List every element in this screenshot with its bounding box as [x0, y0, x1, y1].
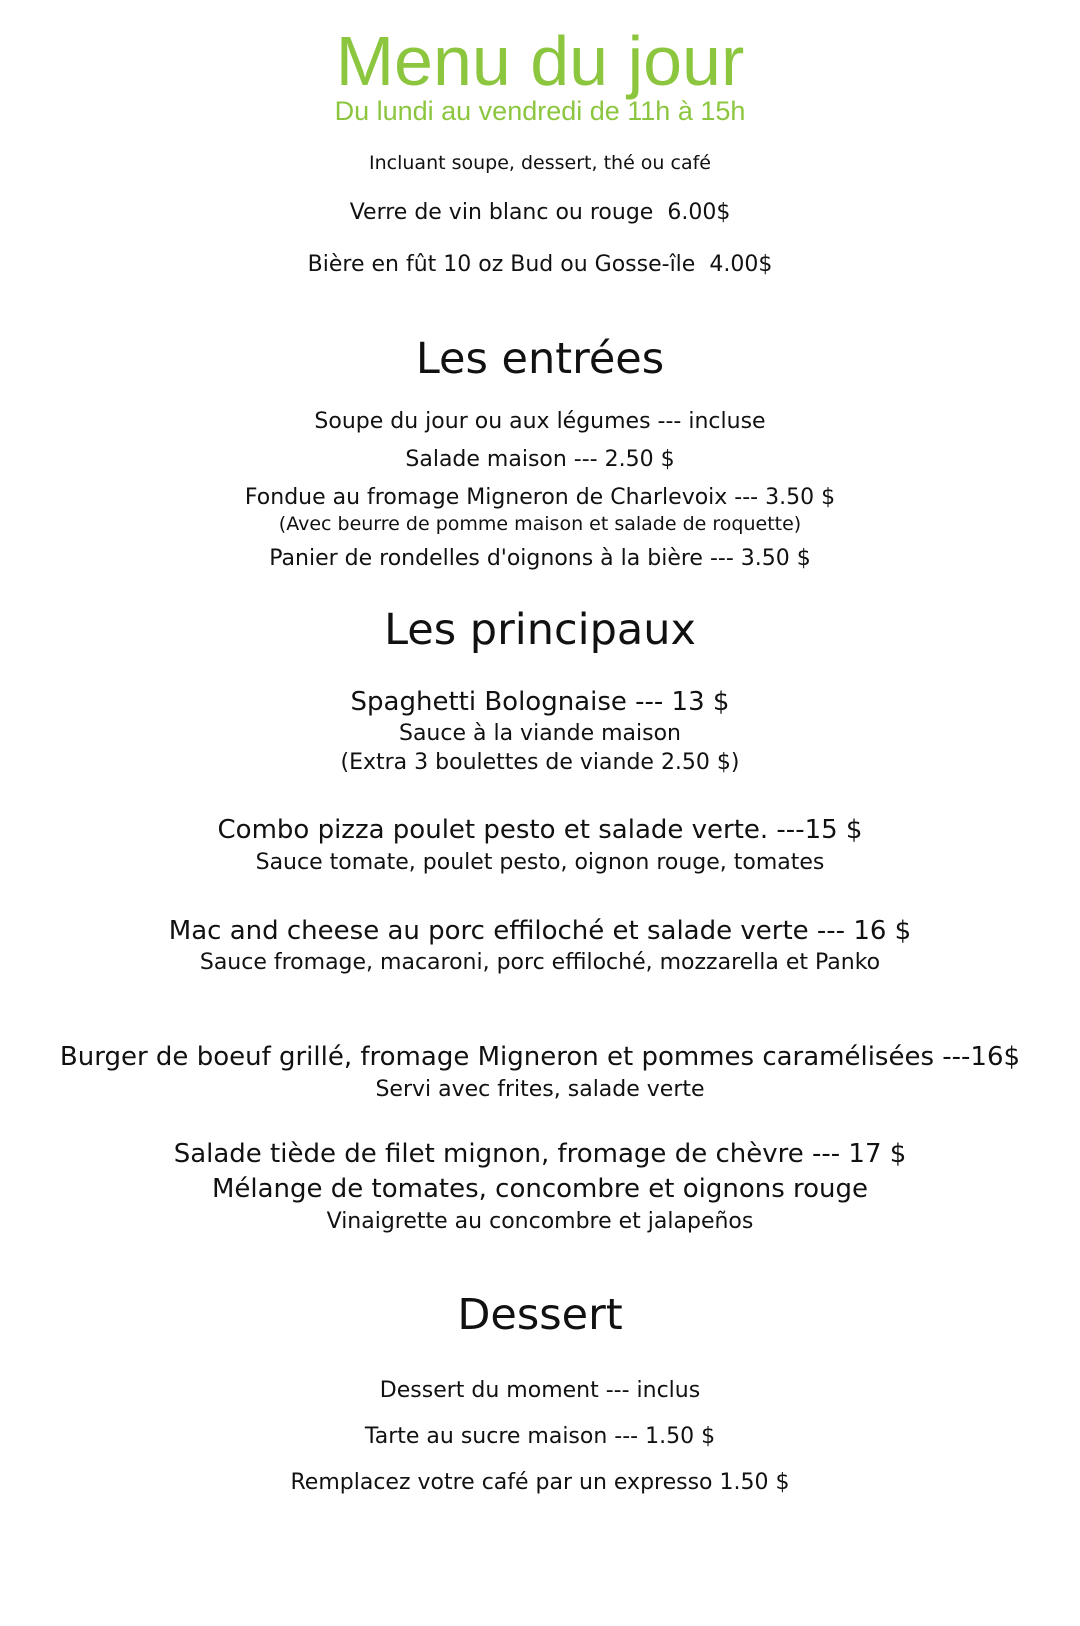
wine-price: 6.00$: [667, 200, 731, 225]
main-dish-name: Burger de boeuf grillé, fromage Migneron et pommes caramélisées ---16$: [59, 1042, 1021, 1072]
entree-item: Soupe du jour ou aux légumes --- incluse: [314, 409, 766, 434]
beer-line: [0, 254, 1080, 276]
dessert-item: Tarte au sucre maison --- 1.50 $: [364, 1424, 716, 1449]
main-dish-detail: Servi avec frites, salade verte: [375, 1077, 705, 1102]
entree-item-note: (Avec beurre de pomme maison et salade de roquette): [278, 513, 802, 535]
includes-note: Incluant soupe, dessert, thé ou café: [369, 152, 711, 174]
main-dish-name: Salade tiède de filet mignon, fromage de chèvre --- 17 $: [173, 1139, 907, 1169]
main-dish-name: Combo pizza poulet pesto et salade verte. ---15 $: [217, 815, 863, 845]
dessert-heading: Dessert: [457, 1290, 623, 1340]
menu-hours: Du lundi au vendredi de 11h à 15h: [334, 96, 746, 126]
menu-title: Menu du jour: [335, 22, 745, 100]
entree-item: Salade maison --- 2.50 $: [405, 447, 675, 472]
principaux-heading: Les principaux: [384, 605, 696, 655]
main-dish-detail: Sauce à la viande maison: [398, 721, 681, 746]
wine-line: [0, 202, 1080, 224]
main-dish-detail: (Extra 3 boulettes de viande 2.50 $): [340, 750, 740, 775]
main-dish-detail: Sauce tomate, poulet pesto, oignon rouge, tomates: [255, 850, 825, 875]
main-dish-name: Mac and cheese au porc effiloché et salade verte --- 16 $: [168, 916, 912, 946]
entree-item: Panier de rondelles d'oignons à la bière --- 3.50 $: [269, 546, 811, 571]
entrees-heading: Les entrées: [415, 334, 665, 384]
dessert-item: Remplacez votre café par un expresso 1.50 $: [290, 1470, 790, 1495]
wine-label: Verre de vin blanc ou rouge: [349, 200, 654, 225]
dessert-item: Dessert du moment --- inclus: [379, 1378, 701, 1403]
main-dish-name: Spaghetti Bolognaise --- 13 $: [350, 687, 730, 717]
main-dish-detail: Mélange de tomates, concombre et oignons rouge: [211, 1174, 869, 1204]
main-dish-detail: Vinaigrette au concombre et jalapeños: [326, 1209, 754, 1234]
main-dish-detail: Sauce fromage, macaroni, porc effiloché, mozzarella et Panko: [199, 950, 881, 975]
beer-label: Bière en fût 10 oz Bud ou Gosse-île: [307, 252, 696, 277]
beer-price: 4.00$: [709, 252, 773, 277]
entree-item: Fondue au fromage Migneron de Charlevoix --- 3.50 $: [244, 485, 836, 510]
